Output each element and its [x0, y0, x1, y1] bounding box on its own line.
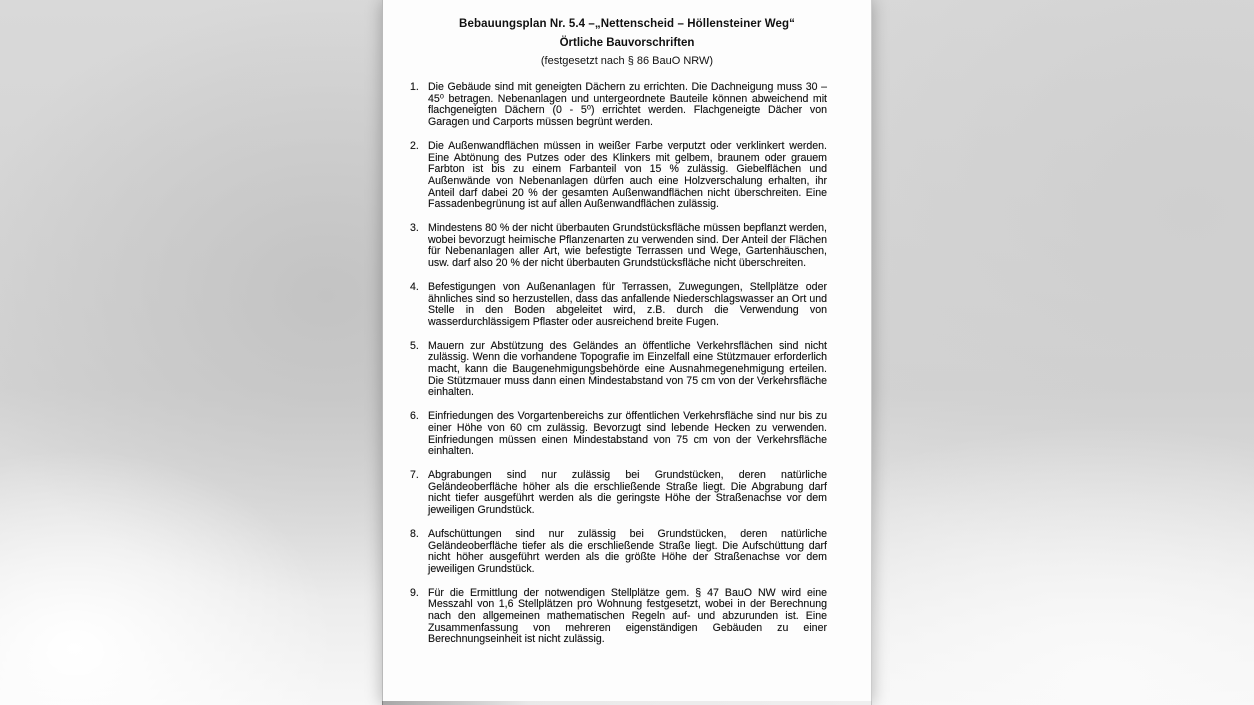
item-text: Einfriedungen des Vorgartenbereichs zur öffentlichen Verkehrsfläche sind nur bis zu einer Höhe von 60 cm zulässig. Bevorzugt sind lebende Hecken zu verwenden. Einfriedungen müssen einen Mindestabstand von 75 cm von der Verkehrsfläche einhalten. — [428, 410, 827, 458]
document-note: (festgesetzt nach § 86 BauO NRW) — [540, 55, 714, 67]
document-page — [382, 0, 872, 705]
regulation-item-7 — [382, 470, 872, 517]
item-text: Befestigungen von Außenanlagen für Terrassen, Zuwegungen, Stellplätze oder ähnliches sind so herzustellen, dass das anfallende Niederschlagswasser an Ort und Stelle in den Boden abgeleitet wird, z.B. durch die Verwendung von wasserdurchlässigem Pflaster oder ausreichend breite Fugen. — [428, 280, 827, 328]
document-subtitle: Örtliche Bauvorschriften — [559, 37, 695, 49]
document-title: Bebauungsplan Nr. 5.4 –„Nettenscheid – Höllensteiner Weg“ — [459, 18, 795, 30]
document-header — [382, 0, 872, 67]
item-text: Mindestens 80 % der nicht überbauten Grundstücksfläche müssen bepflanzt werden, wobei bevorzugt heimische Pflanzenarten zu verwenden sind. Der Anteil der Flächen für Nebenanlagen aller Art, wie befestigte Terrassen und Wege, Gartenhäuschen, usw. darf also 20 % der nicht überbauten Grundstücksfläche nicht überschreiten. — [428, 222, 827, 270]
item-text: Die Außenwandflächen müssen in weißer Farbe verputzt oder verklinkert werden. Eine Abtönung des Putzes oder des Klinkers mit gelbem, braunem oder grauem Farbton ist bis zu einem Farbanteil von 15 % zulässig. Giebelflächen und Außenwände von Nebenanlagen dürfen auch eine Holzverschalung erhalten, ihr Anteil darf dabei 20 % der gesamten Außenwandflächen nicht überschreiten. Eine Fassadenbegrünung ist auf allen Außenwandflächen zulässig. — [428, 139, 827, 211]
regulation-item-9 — [382, 588, 872, 647]
regulation-list — [382, 82, 872, 646]
regulation-item-4 — [382, 282, 872, 329]
item-text: Mauern zur Abstützung des Geländes an öffentliche Verkehrsflächen sind nicht zulässig. Wenn die vorhandene Topografie im Einzelfall eine Stützmauer erforderlich macht, kann die Baugenehmigungsbehörde eine Ausnahmegenehmigung erteilen. Die Stützmauer muss dann einen Mindestabstand von 75 cm von der Verkehrsfläche einhalten. — [428, 339, 827, 399]
item-number: 5. — [410, 339, 419, 352]
item-text: Abgrabungen sind nur zulässig bei Grundstücken, deren natürliche Geländeoberfläche höher als die erschließende Straße liegt. Die Abgrabung darf nicht tiefer ausgeführt werden als die geringste Höhe der Straßenachse vor dem jeweiligen Grundstück. — [428, 468, 827, 517]
regulation-item-1 — [382, 82, 872, 129]
item-number: 2. — [410, 139, 419, 152]
regulation-item-3 — [382, 223, 872, 270]
regulation-item-8 — [382, 529, 872, 576]
item-text: Für die Ermittlung der notwendigen Stellplätze gem. § 47 BauO NW wird eine Messzahl von 1,6 Stellplätzen pro Wohnung festgesetzt, wobei in der Berechnung nach den allgemeinen mathematischen Regeln auf- und abzurunden ist. Eine Zusammenfassung von mehreren eigenständigen Gebäuden zu einer Berechnungseinheit ist nicht zulässig. — [428, 586, 827, 646]
item-number: 9. — [410, 586, 419, 599]
regulation-item-2 — [382, 141, 872, 211]
item-number: 7. — [410, 468, 419, 481]
regulation-item-5 — [382, 341, 872, 400]
item-number: 3. — [410, 222, 419, 235]
regulation-item-6 — [382, 411, 872, 458]
item-text: Die Gebäude sind mit geneigten Dächern zu errichten. Die Dachneigung muss 30 – 45⁰ betragen. Nebenanlagen und untergeordnete Bauteile können abweichend mit flachgeneigten Dächern (0 - 5⁰) errichtet werden. Flachgeneigte Dächer von Garagen und Carports müssen begrünt werden. — [428, 81, 827, 129]
item-number: 1. — [410, 81, 419, 93]
item-number: 6. — [410, 410, 419, 423]
item-text: Aufschüttungen sind nur zulässig bei Grundstücken, deren natürliche Geländeoberfläche tiefer als die erschließende Straße liegt. Die Aufschüttung darf nicht höher ausgeführt werden als die größte Höhe der Straßenachse vor dem jeweiligen Grundstück. — [428, 527, 827, 575]
item-number: 4. — [410, 280, 419, 293]
item-number: 8. — [410, 527, 419, 540]
